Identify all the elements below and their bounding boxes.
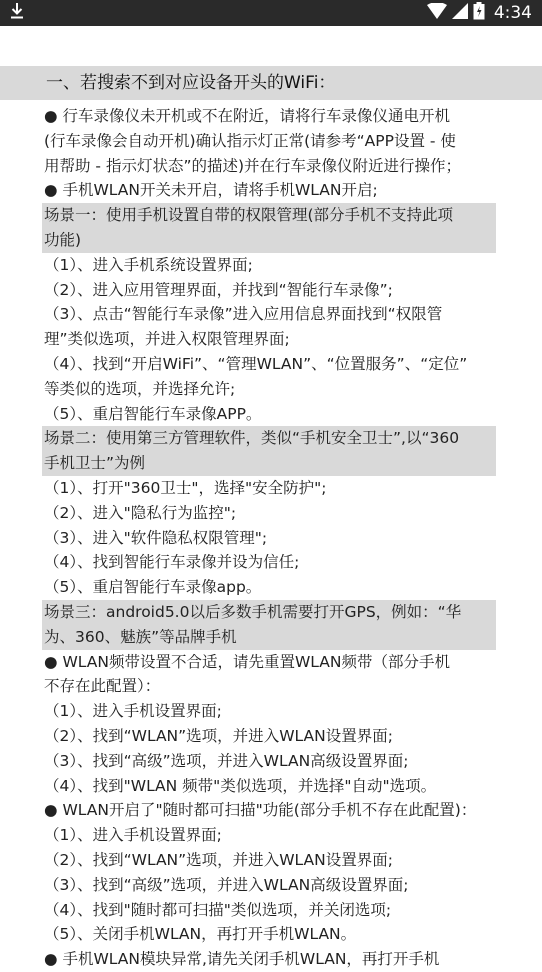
text-line: （3）、点击“智能行车录像”进入应用信息界面找到“权限管 <box>44 305 443 324</box>
text-line: （1）、进入手机设置界面; <box>44 702 222 721</box>
text-line: （3）、找到“高级”选项，并进入WLAN高级设置界面; <box>44 751 409 770</box>
text-line: ● WLAN频带设置不合适，请先重置WLAN频带（部分手机 <box>44 652 450 671</box>
scenario-line: 功能) <box>42 228 496 253</box>
scenario-line: 场景二：使用第三方管理软件，类似“手机安全卫士”,以“360 <box>42 426 496 451</box>
text-line: 不存在此配置）： <box>44 677 161 696</box>
text-line: （4）、找到"随时都可扫描"类似选项，并关闭选项; <box>44 900 392 919</box>
text-line: （4）、找到“开启WiFi”、“管理WLAN”、“位置服务”、“定位” <box>44 354 468 373</box>
text-line: （3）、进入"软件隐私权限管理"; <box>44 528 268 547</box>
text-line: （1）、进入手机系统设置界面; <box>44 255 253 274</box>
text-line: （1）、进入手机设置界面; <box>44 826 222 845</box>
scenario-line: 手机卫士”为例 <box>42 451 496 476</box>
text-line: （2）、找到“WLAN”选项，并进入WLAN设置界面; <box>44 726 393 745</box>
status-bar <box>0 0 542 26</box>
text-line: 用帮助 - 指示灯状态”的描述)并在行车录像仪附近进行操作； <box>44 156 462 175</box>
section-heading: 一、若搜索不到对应设备开头的WiFi： <box>0 66 542 100</box>
text-line: （5）、关闭手机WLAN，再打开手机WLAN。 <box>44 925 357 944</box>
text-line: 理”类似选项，并进入权限管理界面; <box>44 330 290 349</box>
text-line: （5）、重启智能行车录像app。 <box>44 578 262 597</box>
text-line: 等类似的选项，并选择允许; <box>44 379 236 398</box>
download-icon <box>10 2 24 25</box>
text-line: ● 手机WLAN模块异常,请先关闭手机WLAN，再打开手机 <box>44 950 440 969</box>
text-line: （4）、找到"WLAN 频带"类似选项，并选择"自动"选项。 <box>44 776 437 795</box>
battery-icon <box>473 2 485 24</box>
text-line: （5）、重启智能行车录像APP。 <box>44 404 262 423</box>
text-line: （3）、找到“高级”选项，并进入WLAN高级设置界面; <box>44 875 409 894</box>
text-line: ● WLAN开启了"随时都可扫描"功能(部分手机不存在此配置)： <box>44 801 477 820</box>
scenario-line: 场景一：使用手机设置自带的权限管理(部分手机不支持此项 <box>42 203 496 228</box>
scenario-line: 为、360、魅族”等品牌手机 <box>42 625 496 650</box>
text-line: ● 行车录像仪未开机或不在附近，请将行车录像仪通电开机 <box>44 107 450 125</box>
text-line: （2）、进入应用管理界面，并找到“智能行车录像”; <box>44 280 393 299</box>
text-line: （2）、进入"隐私行为监控"; <box>44 503 237 522</box>
text-line: （4）、找到智能行车录像并设为信任; <box>44 553 300 572</box>
signal-icon <box>452 3 468 23</box>
text-line: （1）、打开"360卫士"，选择"安全防护"; <box>44 478 327 497</box>
text-line: （2）、找到“WLAN”选项，并进入WLAN设置界面; <box>44 850 393 869</box>
status-time: 4:34 <box>493 3 532 23</box>
text-line: (行车录像会自动开机)确认指示灯正常(请参考“APP设置 - 使 <box>44 131 456 150</box>
wifi-icon <box>427 3 447 23</box>
scenario-line: 场景三：android5.0以后多数手机需要打开GPS，例如：“华 <box>42 600 496 625</box>
help-text-body <box>44 104 509 972</box>
text-line: ● 手机WLAN开关未开启，请将手机WLAN开启; <box>44 181 378 200</box>
